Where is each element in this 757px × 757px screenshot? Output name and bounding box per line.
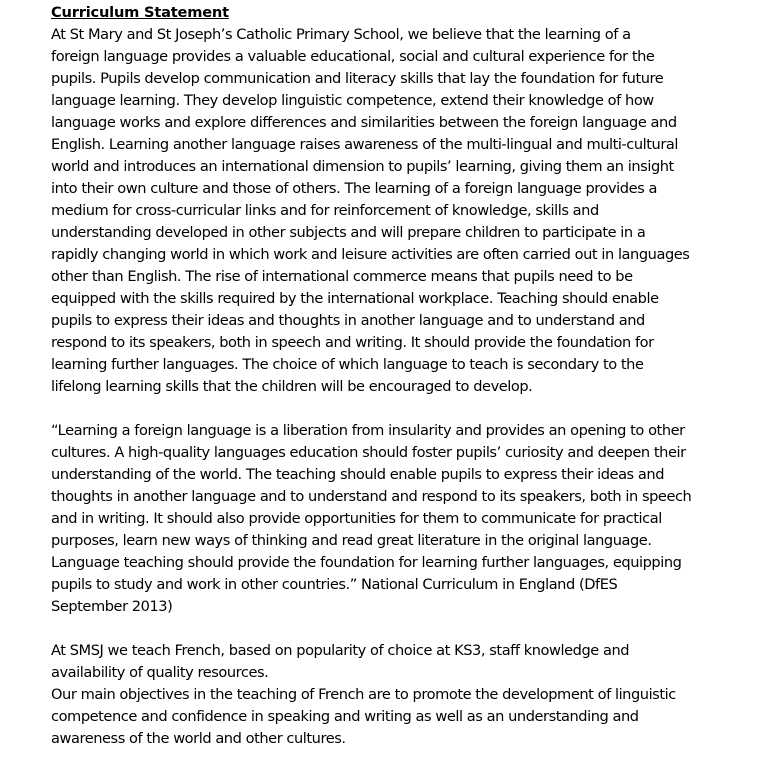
- paragraph-school-statement: [51, 24, 751, 398]
- text-line: and in writing. It should also provide opportunities for them to communicate for practical: [51, 510, 662, 527]
- text-line: competence and confidence in speaking and writing as well as an understanding and: [51, 708, 639, 725]
- text-line: into their own culture and those of others. The learning of a foreign language provides a: [51, 180, 657, 197]
- document-title: Curriculum Statement: [51, 4, 229, 21]
- text-line: September 2013): [51, 598, 173, 615]
- paragraph-french-objectives: [51, 640, 751, 750]
- text-line: availability of quality resources.: [51, 664, 269, 681]
- text-line: pupils to study and work in other countries.” National Curriculum in England (DfES: [51, 576, 618, 593]
- text-line: equipped with the skills required by the international workplace. Teaching should enable: [51, 290, 659, 307]
- text-line: pupils. Pupils develop communication and literacy skills that lay the foundation for future: [51, 70, 664, 87]
- text-line: Our main objectives in the teaching of French are to promote the development of linguistic: [51, 686, 676, 703]
- text-line: world and introduces an international dimension to pupils’ learning, giving them an insight: [51, 158, 674, 175]
- text-line: understanding of the world. The teaching should enable pupils to express their ideas and: [51, 466, 665, 483]
- text-line: medium for cross-curricular links and for reinforcement of knowledge, skills and: [51, 202, 599, 219]
- paragraph-spacer: [51, 618, 751, 640]
- text-line: other than English. The rise of international commerce means that pupils need to be: [51, 268, 633, 285]
- text-line: At St Mary and St Joseph’s Catholic Primary School, we believe that the learning of a: [51, 26, 631, 43]
- text-line: English. Learning another language raises awareness of the multi-lingual and multi-cultural: [51, 136, 679, 153]
- paragraph-national-curriculum-quote: [51, 420, 751, 618]
- text-line: purposes, learn new ways of thinking and read great literature in the original language.: [51, 532, 652, 549]
- text-line: respond to its speakers, both in speech and writing. It should provide the foundation for: [51, 334, 654, 351]
- text-line: rapidly changing world in which work and leisure activities are often carried out in languages: [51, 246, 690, 263]
- document-page: [51, 2, 751, 750]
- text-line: language works and explore differences and similarities between the foreign language and: [51, 114, 677, 131]
- text-line: pupils to express their ideas and thoughts in another language and to understand and: [51, 312, 645, 329]
- paragraph-spacer: [51, 398, 751, 420]
- text-line: foreign language provides a valuable educational, social and cultural experience for the: [51, 48, 655, 65]
- text-line: Language teaching should provide the foundation for learning further languages, equipping: [51, 554, 682, 571]
- text-line: cultures. A high-quality languages education should foster pupils’ curiosity and deepen their: [51, 444, 686, 461]
- text-line: learning further languages. The choice of which language to teach is secondary to the: [51, 356, 644, 373]
- text-line: understanding developed in other subjects and will prepare children to participate in a: [51, 224, 646, 241]
- text-line: “Learning a foreign language is a liberation from insularity and provides an opening to other: [51, 422, 685, 439]
- text-line: At SMSJ we teach French, based on popularity of choice at KS3, staff knowledge and: [51, 642, 630, 659]
- text-line: lifelong learning skills that the children will be encouraged to develop.: [51, 378, 533, 395]
- text-line: awareness of the world and other cultures.: [51, 730, 346, 747]
- text-line: thoughts in another language and to understand and respond to its speakers, both in speech: [51, 488, 692, 505]
- text-line: language learning. They develop linguistic competence, extend their knowledge of how: [51, 92, 654, 109]
